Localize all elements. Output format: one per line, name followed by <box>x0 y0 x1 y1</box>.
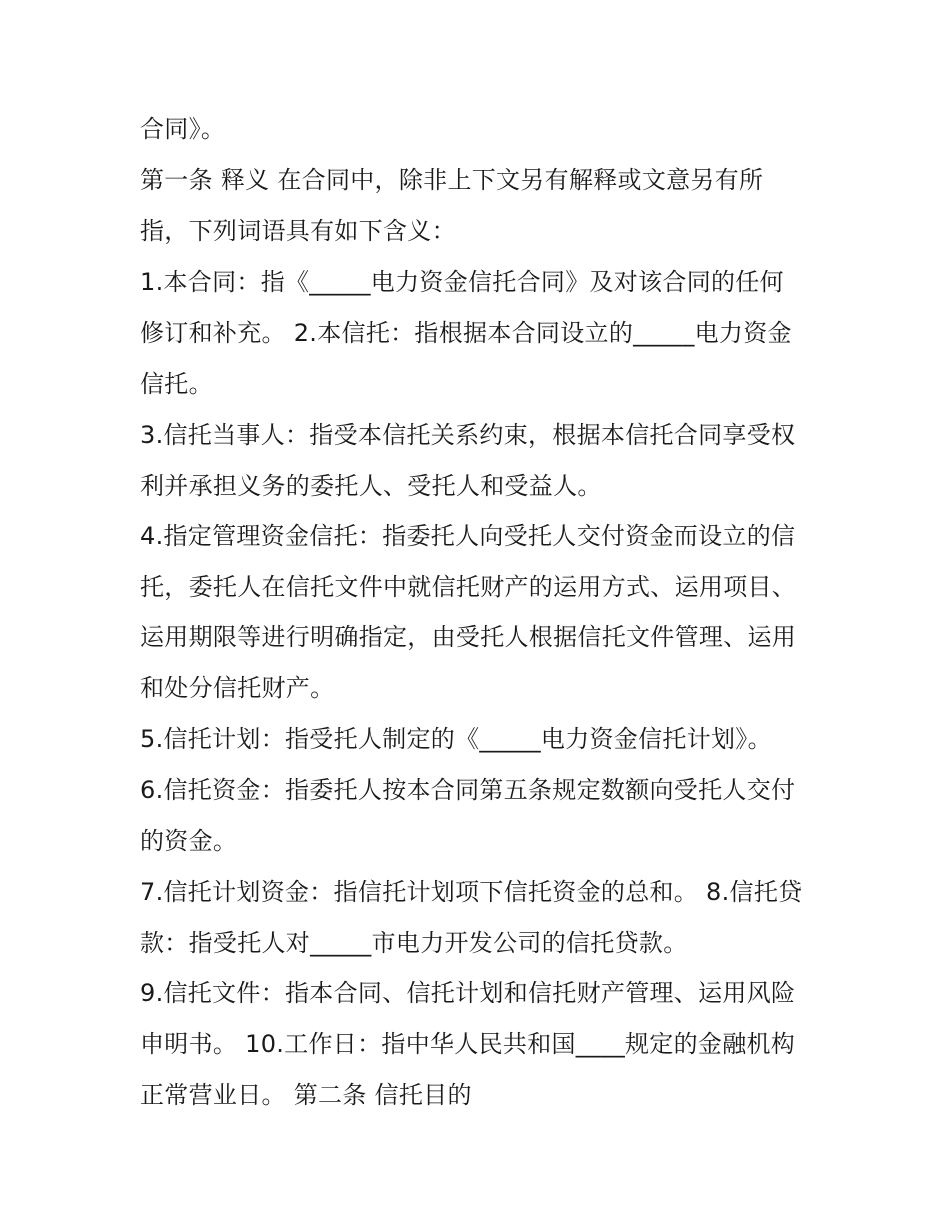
text-line: 6.信托资金：指委托人按本合同第五条规定数额向受托人交付 <box>140 776 796 804</box>
text-line: 第一条 释义 在合同中，除非上下文另有解释或文意另有所 <box>140 166 764 194</box>
text-line: 的资金。 <box>140 827 238 855</box>
text-line: 9.信托文件：指本合同、信托计划和信托财产管理、运用风险 <box>140 979 796 1007</box>
text-line: 7.信托计划资金：指信托计划项下信托资金的总和。 8.信托贷 <box>140 878 803 906</box>
text-line: 5.信托计划：指受托人制定的《_____电力资金信托计划》。 <box>140 725 772 753</box>
text-line: 运用期限等进行明确指定，由受托人根据信托文件管理、运用 <box>140 623 797 651</box>
text-line: 申明书。 10.工作日：指中华人民共和国____规定的金融机构 <box>140 1030 796 1058</box>
text-line: 款：指受托人对_____市电力开发公司的信托贷款。 <box>140 929 688 957</box>
text-line: 合同》。 <box>140 115 226 143</box>
text-line: 利并承担义务的委托人、受托人和受益人。 <box>140 472 602 500</box>
text-line: 指，下列词语具有如下含义： <box>140 217 456 245</box>
text-line: 修订和补充。 2.本信托：指根据本合同设立的_____电力资金 <box>140 319 792 347</box>
text-line: 1.本合同：指《_____电力资金信托合同》及对该合同的任何 <box>140 268 784 296</box>
text-line: 和处分信托财产。 <box>140 674 335 702</box>
text-line: 托，委托人在信托文件中就信托财产的运用方式、运用项目、 <box>140 573 797 601</box>
text-line: 3.信托当事人：指受本信托关系约束，根据本信托合同享受权 <box>140 421 796 449</box>
text-line: 正常营业日。 第二条 信托目的 <box>140 1081 472 1109</box>
text-line: 信托。 <box>140 370 213 398</box>
text-line: 4.指定管理资金信托：指委托人向受托人交付资金而设立的信 <box>140 522 796 550</box>
